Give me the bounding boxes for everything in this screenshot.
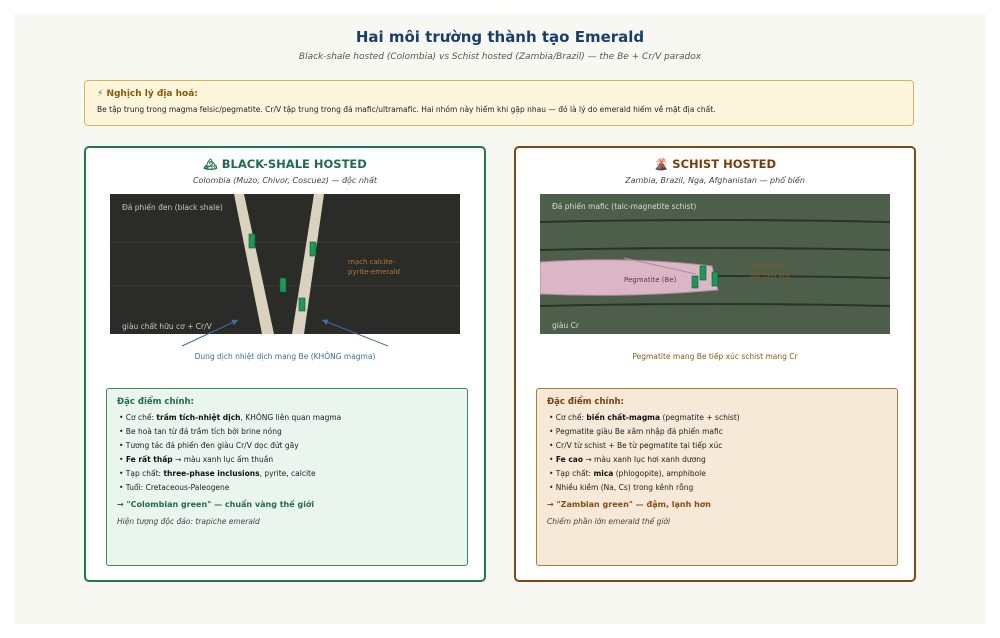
emerald-crystal xyxy=(692,276,698,288)
diagram-label-pegmatite: Pegmatite (Be) xyxy=(624,276,677,284)
schist-panel xyxy=(514,146,916,582)
schist-title: 🌋 SCHIST HOSTED xyxy=(653,157,776,171)
note-text: Be tập trung trong magma felsic/pegmatite. Cr/V tập trung trong đá mafic/ultramafic. Hai nhóm này hiếm khi gặp nhau — đó là lý do emerald hiếm về mặt địa chất. xyxy=(97,105,716,114)
black-shale-panel xyxy=(84,146,486,582)
fluid-arrow xyxy=(322,320,388,346)
schist-caption: Pegmatite mang Be tiếp xúc schist mang Cr xyxy=(632,352,798,361)
features-conclusion: → "Colombian green" — chuẩn vàng thế giới xyxy=(117,500,315,509)
feature-item: • Nhiều kiềm (Na, Cs) trong kênh rỗng xyxy=(549,483,694,492)
black-shale-subtitle: Colombia (Muzo, Chivor, Coscuez) — độc nhất xyxy=(192,176,378,185)
fluid-arrow xyxy=(182,320,238,346)
page-title: Hai môi trường thành tạo Emerald xyxy=(355,28,645,46)
feature-item: • Fe rất thấp → màu xanh lục ấm thuần xyxy=(119,455,274,464)
diagram-label-contact-2: đới tiếp xúc xyxy=(750,272,791,280)
features-extra: Chiếm phần lớn emerald thế giới xyxy=(547,517,671,526)
feature-item: • Cơ chế: trầm tích-nhiệt dịch, KHÔNG liên quan magma xyxy=(119,413,342,422)
diagram-label-top: Đá phiến đen (black shale) xyxy=(122,203,223,212)
feature-item: • Fe cao → màu xanh lục hơi xanh dương xyxy=(549,455,706,464)
feature-item: • Tạp chất: three-phase inclusions, pyrite, calcite xyxy=(119,469,316,478)
black-shale-title: 🏔 BLACK-SHALE HOSTED xyxy=(203,157,367,171)
emerald-crystal xyxy=(700,266,706,280)
feature-item: • Cr/V từ schist + Be từ pegmatite tại tiếp xúc xyxy=(549,441,723,450)
black-shale-features xyxy=(106,388,468,566)
features-title: Đặc điểm chính: xyxy=(117,397,194,407)
diagram-label-vein-2: pyrite-emerald xyxy=(348,268,400,276)
page-subtitle: Black-shale hosted (Colombia) vs Schist hosted (Zambia/Brazil) — the Be + Cr/V paradox xyxy=(298,52,702,62)
feature-item: • Tương tác đá phiến đen giàu Cr/V dọc đứt gãy xyxy=(119,441,299,450)
diagram-label-contact: emerald ở xyxy=(750,262,786,270)
note-title: ⚡ Nghịch lý địa hoá: xyxy=(97,89,198,99)
feature-item: • Tuổi: Cretaceous-Paleogene xyxy=(119,483,230,492)
diagram-label-top: Đá phiến mafic (talc-magnetite schist) xyxy=(552,202,697,211)
feature-item: • Pegmatite giàu Be xâm nhập đá phiến mafic xyxy=(549,427,723,436)
feature-item: • Tạp chất: mica (phlogopite), amphibole xyxy=(549,469,706,478)
diagram-label-bottom: giàu chất hữu cơ + Cr/V xyxy=(122,322,212,331)
black-shale-caption: Dung dịch nhiệt dịch mang Be (KHÔNG magma) xyxy=(194,352,376,361)
page xyxy=(14,14,986,624)
features-title: Đặc điểm chính: xyxy=(547,397,624,407)
feature-item: • Be hoà tan từ đá trầm tích bởi brine nóng xyxy=(119,427,282,436)
features-conclusion: → "Zambian green" — đậm, lạnh hơn xyxy=(547,500,711,509)
feature-item: • Cơ chế: biến chất-magma (pegmatite + schist) xyxy=(549,413,740,422)
diagram-label-vein: mạch calcite- xyxy=(348,258,396,266)
features-extra: Hiện tượng độc đáo: trapiche emerald xyxy=(117,517,260,526)
fluid-arrows xyxy=(86,148,488,378)
schist-features xyxy=(536,388,898,566)
paradox-note xyxy=(84,80,914,126)
schist-subtitle: Zambia, Brazil, Nga, Afghanistan — phổ biến xyxy=(625,176,805,185)
diagram-label-bottom: giàu Cr xyxy=(552,321,579,330)
emerald-crystal xyxy=(712,272,718,286)
schist-diagram xyxy=(540,194,890,334)
